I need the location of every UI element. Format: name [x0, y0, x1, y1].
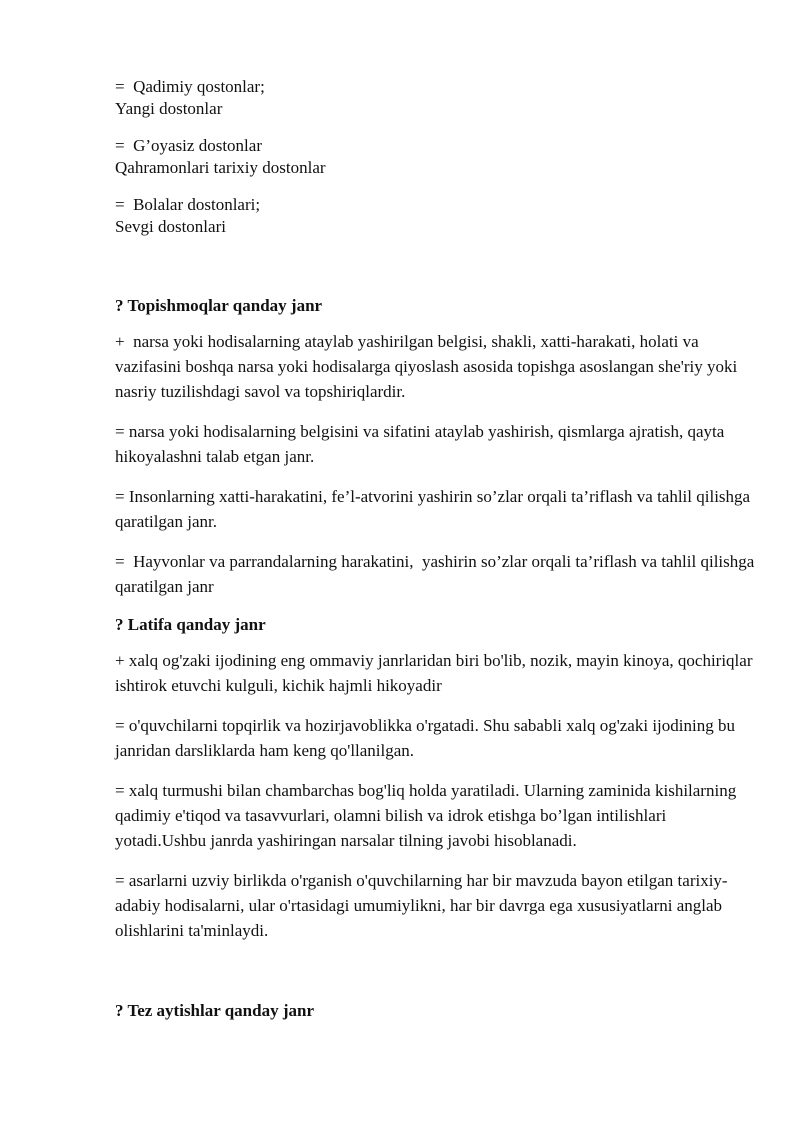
option-line: Qahramonlari tarixiy dostonlar: [115, 158, 326, 177]
question-heading: ? Latifa qanday janr: [115, 615, 266, 634]
answer-option: = Hayvonlar va parrandalarning harakatini, yashirin so’zlar orqali ta’riflash va tahlil qilishga qaratilgan janr: [115, 552, 759, 596]
option-line: Yangi dostonlar: [115, 99, 223, 118]
answer-option: = narsa yoki hodisalarning belgisini va sifatini ataylab yashirish, qismlarga ajratish, qayta hikoyalashni talab etgan janr.: [115, 422, 729, 466]
question-heading: ? Topishmoqlar qanday janr: [115, 296, 323, 315]
document-page: [115, 76, 759, 1034]
answer-option: = asarlarni uzviy birlikda o'rganish o'quvchilarning har bir mavzuda bayon etilgan tarixiy-adabiy hodisalarni, ular o'rtasidagi umumiylikni, har bir davrga ega xususiyatlarni anglab olishlarini ta'minlaydi.: [115, 871, 728, 940]
option-pair: [115, 194, 755, 238]
spacer: [115, 958, 755, 1000]
option-line: Sevgi dostonlari: [115, 217, 226, 236]
option-pair: [115, 135, 755, 179]
option-pair: [115, 76, 755, 120]
spacer: [115, 253, 755, 295]
answer-option: = o'quvchilarni topqirlik va hozirjavoblikka o'rgatadi. Shu sababli xalq og'zaki ijodining bu janridan darsliklarda ham keng qo'llanilgan.: [115, 716, 740, 760]
answer-option: = Insonlarning xatti-harakatini, fe’l-atvorini yashirin so’zlar orqali ta’riflash va tahlil qilishga qaratilgan janr.: [115, 487, 755, 531]
option-line: = G’oyasiz dostonlar: [115, 136, 262, 155]
option-line: = Qadimiy qostonlar;: [115, 77, 265, 96]
option-line: = Bolalar dostonlari;: [115, 195, 261, 214]
answer-correct: + narsa yoki hodisalarning ataylab yashirilgan belgisi, shakli, xatti-harakati, holati va vazifasini boshqa narsa yoki hodisalarga qiyoslash asosida topishga asoslangan she'riy yoki nasriy tuzilishdagi savol va topshiriqlardir.: [115, 332, 742, 401]
question-heading: ? Tez aytishlar qanday janr: [115, 1001, 315, 1020]
answer-correct: + xalq og'zaki ijodining eng ommaviy janrlaridan biri bo'lib, nozik, mayin kinoya, qochiriqlar ishtirok etuvchi kulguli, kichik hajmli hikoyadir: [115, 651, 757, 695]
answer-option: = xalq turmushi bilan chambarchas bog'liq holda yaratiladi. Ularning zaminida kishilarning qadimiy e'tiqod va tasavvurlari, olamni bilish va idrok etishga bo’lgan intilishlari yotadi.Ushbu janrda yashiringan narsalar tilning javobi hisoblanadi.: [115, 781, 741, 850]
